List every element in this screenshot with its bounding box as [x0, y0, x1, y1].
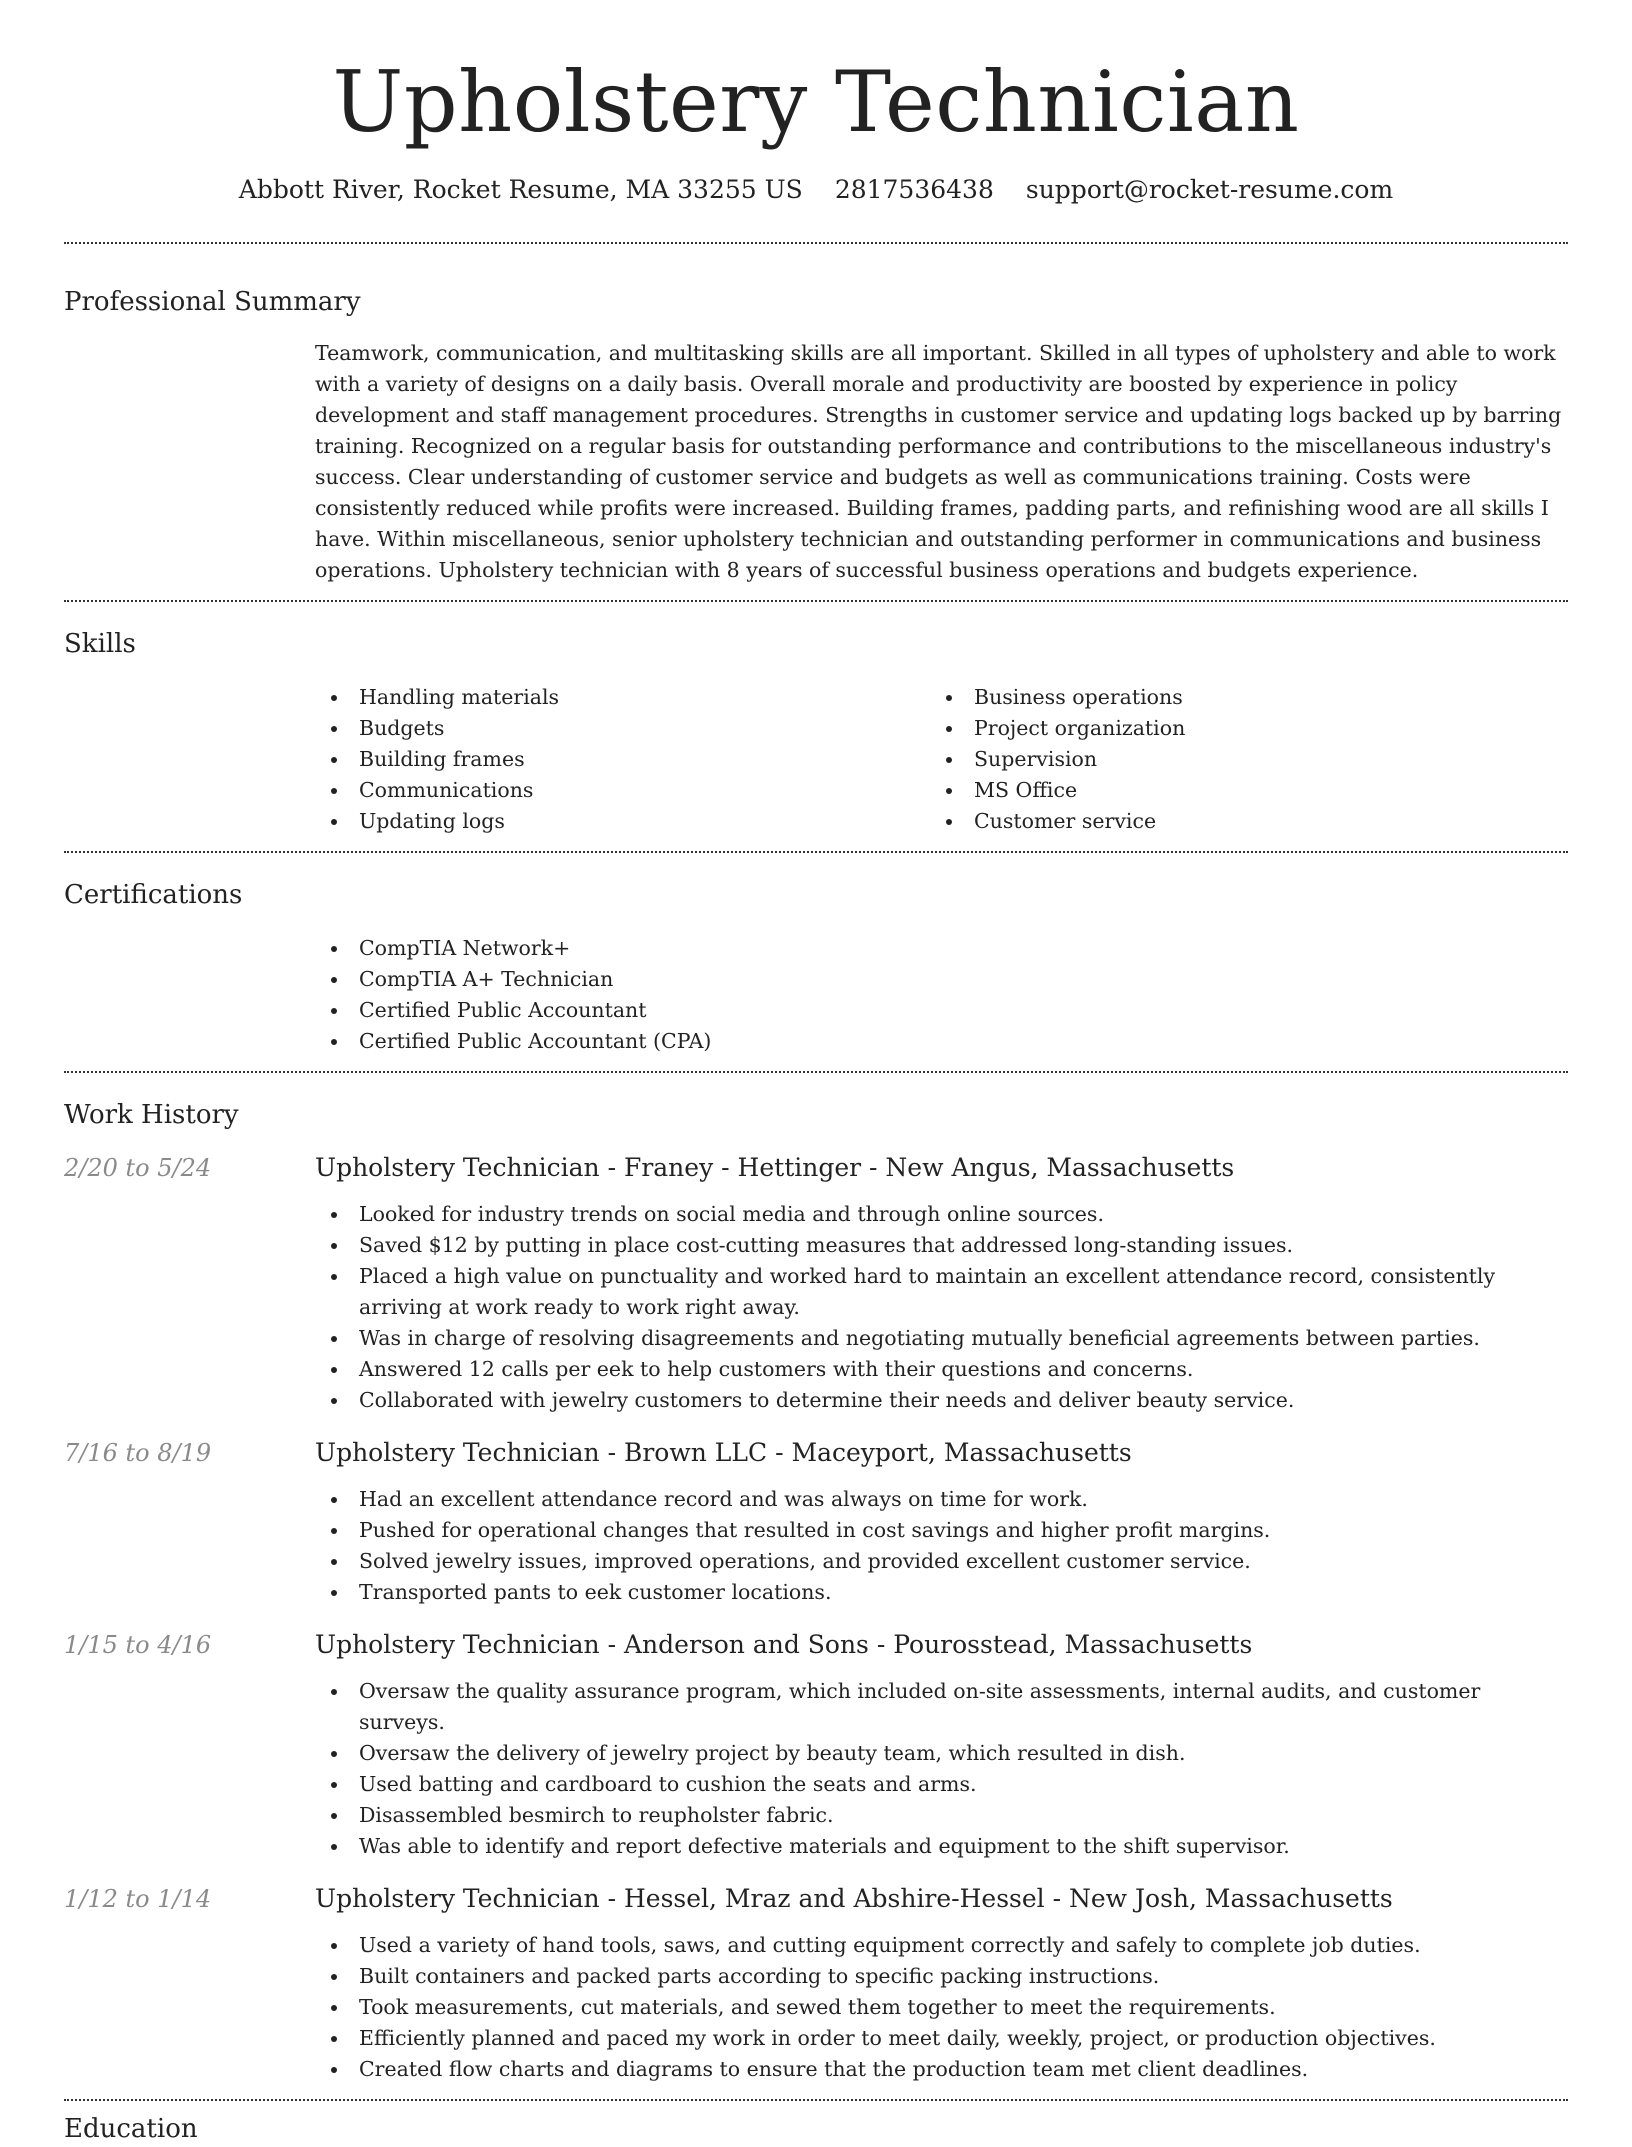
job-details — [315, 1436, 1568, 1608]
education-heading-partial — [64, 2111, 1568, 2144]
job-dates: 1/12 to 1/14 — [64, 1885, 212, 1913]
skills-list-left — [315, 682, 930, 837]
certifications-heading: Certifications — [64, 880, 243, 910]
job-entry — [64, 1436, 1568, 1608]
skill-item: MS Office — [930, 775, 1545, 806]
job-bullet: Efficiently planned and paced my work in order to meet daily, weekly, project, or production objectives. — [315, 2023, 1568, 2054]
education-heading: Education — [64, 2114, 198, 2144]
certification-item: CompTIA A+ Technician — [315, 964, 1568, 995]
job-bullet: Built containers and packed parts according to specific packing instructions. — [315, 1961, 1568, 1992]
summary-heading: Professional Summary — [64, 287, 361, 317]
job-entry — [64, 1151, 1568, 1416]
job-bullet: Oversaw the quality assurance program, which included on-site assessments, internal audits, and customer surveys. — [315, 1676, 1568, 1738]
job-entry — [64, 1628, 1568, 1862]
job-bullet: Saved $12 by putting in place cost-cutting measures that addressed long-standing issues. — [315, 1230, 1568, 1261]
job-details — [315, 1628, 1568, 1862]
certifications-list — [315, 933, 1568, 1057]
job-dates: 2/20 to 5/24 — [64, 1154, 212, 1182]
job-bullet: Was in charge of resolving disagreements and negotiating mutually beneficial agreements between parties. — [315, 1323, 1568, 1354]
job-bullet: Placed a high value on punctuality and worked hard to maintain an excellent attendance record, consistently arriving at work ready to work right away. — [315, 1261, 1568, 1323]
contact-email: support@rocket-resume.com — [1025, 175, 1394, 204]
skills-section — [64, 602, 1568, 851]
job-bullet: Used a variety of hand tools, saws, and cutting equipment correctly and safely to complete job duties. — [315, 1930, 1568, 1961]
section-divider — [64, 2099, 1568, 2101]
candidate-name: Upholstery Technician — [332, 53, 1300, 151]
job-bullet: Used batting and cardboard to cushion the seats and arms. — [315, 1769, 1568, 1800]
certification-item: CompTIA Network+ — [315, 933, 1568, 964]
skill-item: Communications — [315, 775, 930, 806]
job-bullets — [315, 1676, 1568, 1862]
job-bullet: Looked for industry trends on social media and through online sources. — [315, 1199, 1568, 1230]
job-bullets — [315, 1484, 1568, 1608]
job-bullet: Collaborated with jewelry customers to determine their needs and deliver beauty service. — [315, 1385, 1568, 1416]
skill-item: Supervision — [930, 744, 1545, 775]
job-title: Upholstery Technician - Brown LLC - Maceyport, Massachusetts — [315, 1438, 1132, 1467]
job-bullet: Took measurements, cut materials, and sewed them together to meet the requirements. — [315, 1992, 1568, 2023]
job-dates: 7/16 to 8/19 — [64, 1439, 212, 1467]
job-details — [315, 1151, 1568, 1416]
job-details — [315, 1882, 1568, 2085]
certification-item: Certified Public Accountant (CPA) — [315, 1026, 1568, 1057]
job-title: Upholstery Technician - Hessel, Mraz and Abshire-Hessel - New Josh, Massachusetts — [315, 1884, 1393, 1913]
certification-item: Certified Public Accountant — [315, 995, 1568, 1026]
summary-text: Teamwork, communication, and multitasking skills are all important. Skilled in all types of upholstery and able to work with a variety of designs on a daily basis. Overall morale and productivity are boosted by experience in policy development and staff management procedures. Strengths in customer service and updating logs backed up by barring training. Recognized on a regular basis for outstanding performance and contributions to the miscellaneous industry's success. Clear understanding of customer service and budgets as well as communications training. Costs were consistently reduced while profits were increased. Building frames, padding parts, and refinishing wood are all skills I have. Within miscellaneous, senior upholstery technician and outstanding performer in communications and business operations. Upholstery technician with 8 years of successful business operations and budgets experience. — [315, 341, 1562, 582]
job-bullet: Was able to identify and report defective materials and equipment to the shift supervisor. — [315, 1831, 1568, 1862]
skills-grid — [315, 682, 1568, 837]
resume-header — [64, 0, 1568, 208]
job-title: Upholstery Technician - Anderson and Sons - Pourosstead, Massachusetts — [315, 1630, 1253, 1659]
job-bullet: Created flow charts and diagrams to ensure that the production team met client deadlines. — [315, 2054, 1568, 2085]
job-bullet: Oversaw the delivery of jewelry project by beauty team, which resulted in dish. — [315, 1738, 1568, 1769]
job-bullets — [315, 1930, 1568, 2085]
skill-item: Project organization — [930, 713, 1545, 744]
work-history-heading: Work History — [64, 1100, 239, 1130]
skill-item: Updating logs — [315, 806, 930, 837]
skill-item: Business operations — [930, 682, 1545, 713]
contact-line — [64, 172, 1568, 208]
skills-heading: Skills — [64, 629, 136, 659]
contact-address: Abbott River, Rocket Resume, MA 33255 US — [238, 175, 803, 204]
job-bullet: Answered 12 calls per eek to help customers with their questions and concerns. — [315, 1354, 1568, 1385]
skill-item: Budgets — [315, 713, 930, 744]
certifications-section — [64, 853, 1568, 1071]
skill-item: Handling materials — [315, 682, 930, 713]
job-entry — [64, 1882, 1568, 2085]
job-bullet: Transported pants to eek customer locations. — [315, 1577, 1568, 1608]
contact-phone: 2817536438 — [834, 175, 994, 204]
job-bullet: Pushed for operational changes that resulted in cost savings and higher profit margins. — [315, 1515, 1568, 1546]
job-bullet: Disassembled besmirch to reupholster fabric. — [315, 1800, 1568, 1831]
job-bullet: Had an excellent attendance record and was always on time for work. — [315, 1484, 1568, 1515]
job-bullet: Solved jewelry issues, improved operations, and provided excellent customer service. — [315, 1546, 1568, 1577]
summary-section — [64, 244, 1568, 600]
job-title: Upholstery Technician - Franey - Hettinger - New Angus, Massachusetts — [315, 1153, 1235, 1182]
work-history-section — [64, 1073, 1568, 2099]
job-bullets — [315, 1199, 1568, 1416]
skill-item: Customer service — [930, 806, 1545, 837]
skills-list-right — [930, 682, 1545, 837]
skill-item: Building frames — [315, 744, 930, 775]
job-dates: 1/15 to 4/16 — [64, 1631, 212, 1659]
